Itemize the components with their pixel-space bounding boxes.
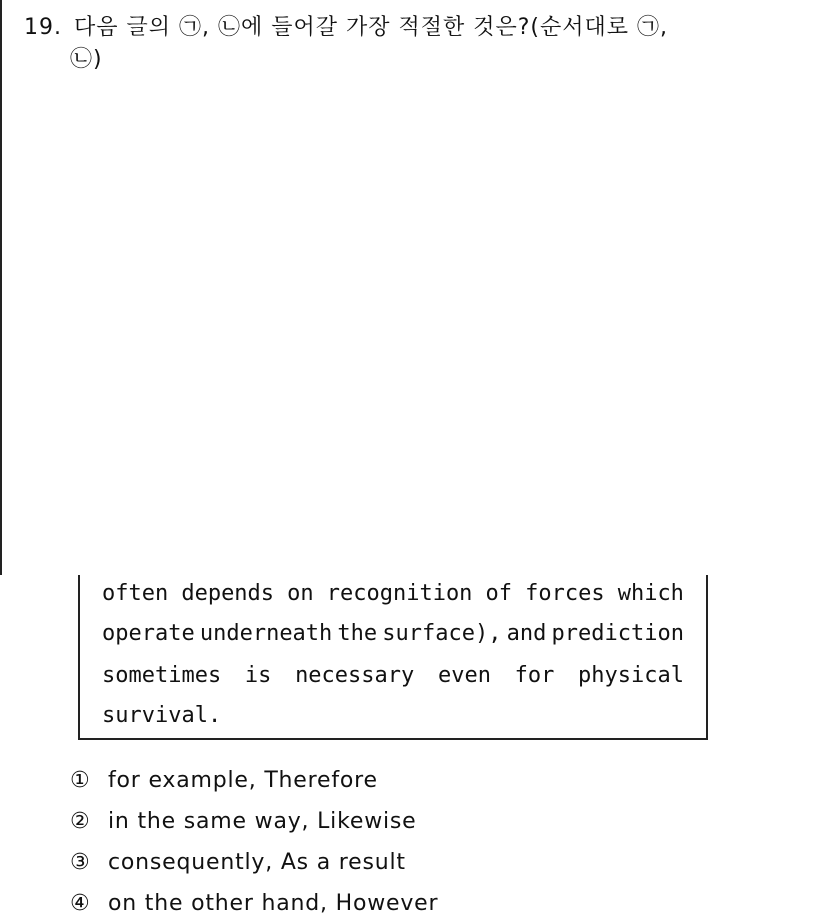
passage-word: depends (181, 581, 275, 606)
passage-word: of (485, 581, 513, 606)
passage-line (102, 703, 684, 728)
passage-word: is (244, 663, 272, 688)
passage-box (78, 575, 708, 740)
option-text: consequently, As a result (108, 850, 406, 875)
answer-options (70, 760, 438, 924)
passage-word: often (102, 581, 169, 606)
passage-word: physical (578, 663, 684, 688)
passage-word: the (337, 621, 378, 646)
option-text: for example, Therefore (108, 768, 378, 793)
answer-option-3[interactable] (70, 842, 438, 883)
question-stem (24, 12, 804, 76)
passage-word: surface), (382, 621, 502, 646)
passage-word: survival. (102, 703, 222, 728)
option-marker: ③ (70, 850, 91, 875)
passage-line (102, 581, 684, 606)
option-text: on the other hand, However (108, 891, 439, 916)
answer-option-2[interactable] (70, 801, 438, 842)
option-marker: ④ (70, 891, 91, 916)
passage-word: sometimes (102, 663, 222, 688)
passage-word: necessary (295, 663, 415, 688)
passage-word: on (287, 581, 314, 606)
passage-word: forces (525, 581, 605, 606)
question-text-line2: ㉡) (70, 47, 103, 72)
passage-line (102, 621, 684, 646)
passage-word: underneath (199, 621, 333, 646)
question-text-line1: 다음 글의 ㉠, ㉡에 들어갈 가장 적절한 것은?(순서대로 ㉠, (74, 15, 668, 40)
passage-line (102, 663, 684, 688)
answer-option-4[interactable] (70, 883, 438, 924)
passage-word: prediction (551, 621, 684, 646)
passage-word: operate (102, 621, 195, 646)
passage-word: even (437, 663, 491, 688)
passage-word: recognition (326, 581, 473, 606)
passage-word: and (506, 621, 547, 646)
passage-word: which (617, 581, 684, 606)
answer-option-1[interactable] (70, 760, 438, 801)
left-margin-rule (0, 0, 2, 575)
question-number: 19. (24, 15, 62, 40)
option-marker: ② (70, 809, 91, 834)
passage-word: for (514, 663, 555, 688)
option-text: in the same way, Likewise (108, 809, 417, 834)
option-marker: ① (70, 768, 91, 793)
